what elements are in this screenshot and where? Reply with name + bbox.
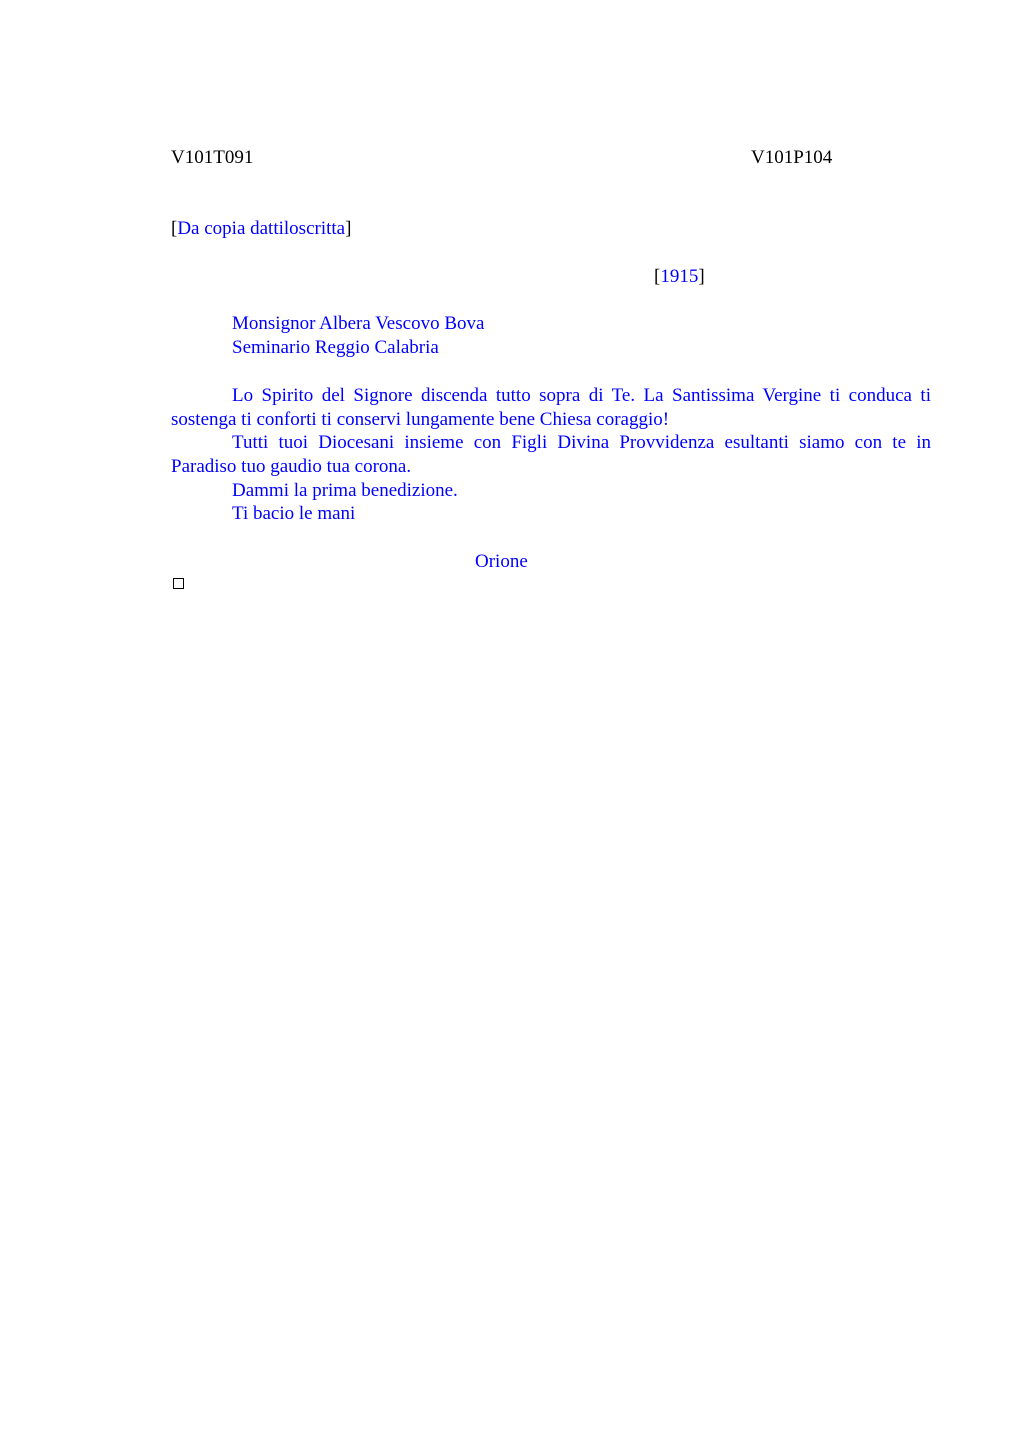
body-paragraph-3: Dammi la prima benedizione.	[232, 480, 458, 501]
body-paragraph-4: Ti bacio le mani	[232, 503, 356, 524]
source-note	[171, 217, 351, 241]
date-open-bracket: [	[654, 266, 661, 287]
document-code-left: V101T091	[171, 147, 254, 168]
source-note-close-bracket: ]	[345, 218, 352, 239]
date-line	[654, 265, 705, 289]
date-text: 1915	[660, 266, 699, 287]
end-of-document-box-icon	[173, 578, 184, 589]
body-paragraph-1: Lo Spirito del Signore discenda tutto sopra di Te. La Santissima Vergine ti conduca ti sostenga ti conforti ti conservi lungamente bene Chiesa coraggio!	[171, 385, 931, 430]
source-note-text: Da copia dattiloscritta	[177, 218, 346, 239]
signature: Orione	[475, 551, 528, 572]
date-close-bracket: ]	[698, 266, 705, 287]
addressee-line-1: Monsignor Albera Vescovo Bova	[232, 313, 485, 334]
addressee-line-2: Seminario Reggio Calabria	[232, 337, 439, 358]
source-note-open-bracket: [	[171, 218, 178, 239]
document-code-right: V101P104	[751, 147, 833, 168]
body-paragraph-2: Tutti tuoi Diocesani insieme con Figli Divina Provvidenza esultanti siamo con te in Paradiso tuo gaudio tua corona.	[171, 432, 931, 477]
